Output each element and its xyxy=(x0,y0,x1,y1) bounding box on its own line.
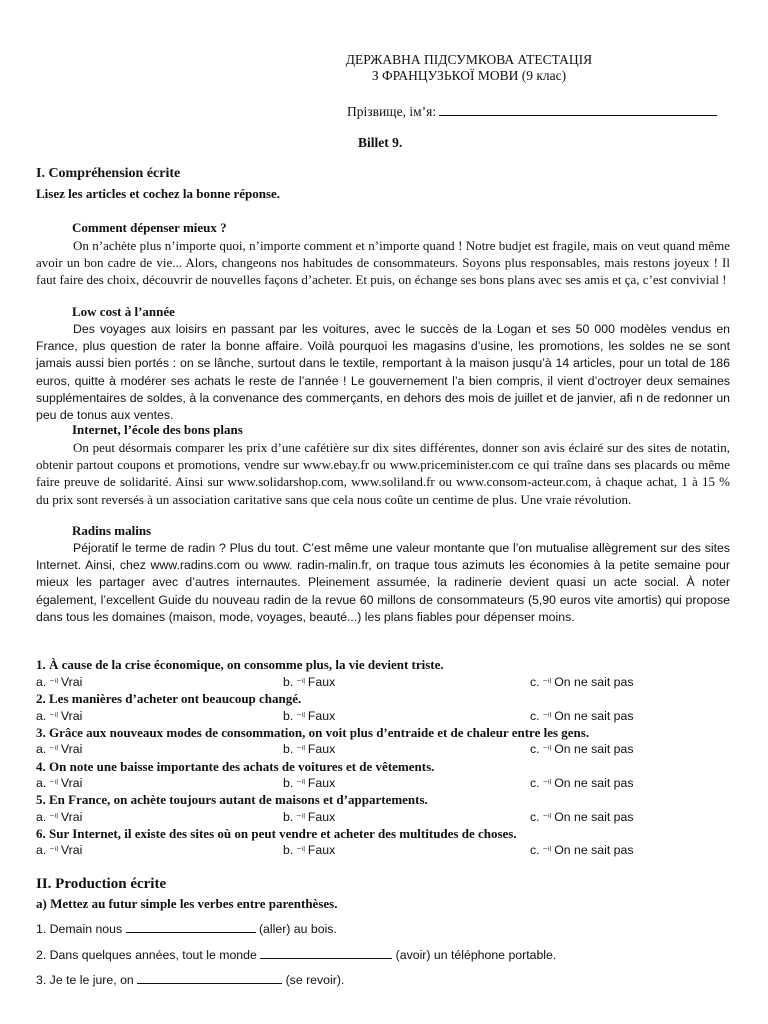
checkbox-icon: ⁻ⁱˡ xyxy=(296,813,305,824)
checkbox-icon: ⁻ⁱˡ xyxy=(296,779,305,790)
option-vrai[interactable]: a. ⁻ⁱˡ Vrai xyxy=(36,843,83,857)
section-title-production: II. Production écrite xyxy=(36,876,167,892)
checkbox-icon: ⁻ⁱˡ xyxy=(296,678,305,689)
answer-options-3 xyxy=(36,742,730,758)
option-vrai[interactable]: a. ⁻ⁱˡ Vrai xyxy=(36,709,83,723)
section-title-comprehension: I. Compréhension écrite xyxy=(36,166,181,181)
exercise-item: 1. Demain nous (aller) au bois. xyxy=(36,922,337,936)
answer-blank[interactable] xyxy=(260,946,392,959)
answer-options-5 xyxy=(36,810,730,826)
answer-blank[interactable] xyxy=(126,920,256,933)
answer-options-2 xyxy=(36,709,730,725)
student-name-field[interactable] xyxy=(347,103,717,120)
option-ne-sait-pas[interactable]: c. ⁻ⁱˡ On ne sait pas xyxy=(530,843,634,857)
question-3: 3. Grâce aux nouveaux modes de consommation, on voit plus d’entraide et de chaleur entre les gens. xyxy=(36,725,590,740)
option-vrai[interactable]: a. ⁻ⁱˡ Vrai xyxy=(36,675,83,689)
billet-number: Billet 9. xyxy=(358,135,403,150)
article-title: Low cost à l’année xyxy=(72,304,175,319)
article-text: On n’achète plus n’importe quoi, n’importe comment et n’importe quand ! Notre budjet est fragile, mais on veut quand même avoir un bon cadre de vie... Alors, changeons nos habitudes de consommateurs. Soyons plus responsables, mais restons joyeux ! Il faut faire des choix, découvrir de nouvelles façons d’acheter. Et puis, on échange ses bons plans avec ses amis et ça, c’est convivial ! xyxy=(36,238,730,288)
option-ne-sait-pas[interactable]: c. ⁻ⁱˡ On ne sait pas xyxy=(530,742,634,756)
checkbox-icon: ⁻ⁱˡ xyxy=(542,779,552,790)
answer-blank[interactable] xyxy=(137,971,282,984)
option-vrai[interactable]: a. ⁻ⁱˡ Vrai xyxy=(36,810,83,824)
checkbox-icon: ⁻ⁱˡ xyxy=(49,745,58,756)
checkbox-icon: ⁻ⁱˡ xyxy=(49,678,58,689)
answer-options-1 xyxy=(36,675,730,691)
question-5: 5. En France, on achète toujours autant de maisons et d’appartements. xyxy=(36,792,428,807)
article-title: Internet, l’école des bons plans xyxy=(72,422,243,437)
question-1: 1. À cause de la crise économique, on consomme plus, la vie devient triste. xyxy=(36,657,444,672)
answer-options-6 xyxy=(36,843,730,859)
exercise-item: 2. Dans quelques années, tout le monde (avoir) un téléphone portable. xyxy=(36,948,557,962)
checkbox-icon: ⁻ⁱˡ xyxy=(542,846,552,857)
checkbox-icon: ⁻ⁱˡ xyxy=(542,712,552,723)
option-faux[interactable]: b. ⁻ⁱˡ Faux xyxy=(283,709,336,723)
article-text: On peut désormais comparer les prix d’une cafétière sur dix sites différentes, donner son avis éclairé sur des sites de notatin, obtenir partout coupons et promotions, vendre sur www.ebay.fr ou www.priceminister.com ce qui traîne dans ses placards ou même faire preuve de solidarité. Ainsi sur www.solidarshop.com, www.soliland.fr ou www.consom-acteur.com, à chaque achat, 1 à 15 % du prix sont reversés à un association caritative sans que cela nous coûte un centime de plus. Une vraie révolution. xyxy=(36,440,730,507)
checkbox-icon: ⁻ⁱˡ xyxy=(542,678,552,689)
checkbox-icon: ⁻ⁱˡ xyxy=(542,745,552,756)
header-subtitle: З ФРАНЦУЗЬКОЇ МОВИ (9 клас) xyxy=(371,68,567,83)
question-6: 6. Sur Internet, il existe des sites où on peut vendre et acheter des multitudes de choses. xyxy=(36,826,517,841)
article-title: Radins malins xyxy=(72,523,152,538)
article-text: Péjoratif le terme de radin ? Plus du tout. C’est même une valeur montante que l’on mutualise allègrement sur des sites Internet. Ainsi, chez www.radins.com ou www. radin-malin.fr, on traque tous azimuts les économies à la petite semaine pour mieux les partager avec d’autres internautes. Pleinement assumée, la radinerie devient quasi un acte social. À noter également, l’excellent Guide du nouveau radin de la revue 60 millons de consommateurs (5,90 euros vite amortis) qui propose dans tous les domaines (maison, mode, voyages, beauté...) les plans fiables pour dépenser moins. xyxy=(36,541,730,624)
name-label: Прізвище, ім’я: xyxy=(347,104,437,119)
exercise-item: 3. Je te le jure, on (se revoir). xyxy=(36,973,345,987)
option-vrai[interactable]: a. ⁻ⁱˡ Vrai xyxy=(36,742,83,756)
checkbox-icon: ⁻ⁱˡ xyxy=(49,779,58,790)
option-ne-sait-pas[interactable]: c. ⁻ⁱˡ On ne sait pas xyxy=(530,810,634,824)
option-faux[interactable]: b. ⁻ⁱˡ Faux xyxy=(283,742,336,756)
option-faux[interactable]: b. ⁻ⁱˡ Faux xyxy=(283,675,336,689)
section-instruction: Lisez les articles et cochez la bonne réponse. xyxy=(36,186,281,201)
checkbox-icon: ⁻ⁱˡ xyxy=(542,813,552,824)
option-faux[interactable]: b. ⁻ⁱˡ Faux xyxy=(283,843,336,857)
article-text: Des voyages aux loisirs en passant par les voitures, avec le succès de la Logan et ses 50 000 modèles vendus en France, plus question de rater la bonne affaire. Voilà pourquoi les magasins d’usine, les promotions, les soldes ne se sont jamais aussi bien portés : on se lânche, surtout dans le textile, remportant à la maison jusqu’à 14 articles, pour un total de 186 euros, quitte à modérer ses achats le reste de l’année ! Le gouvernement l’a bien compris, il vient d’octroyer deux semaines supplémentaires de soldes, à la convenance des commerçants, en dehors des mois de juillet et de janvier, afi n de redonner un peu de tonus aux ventes. xyxy=(36,322,730,423)
option-ne-sait-pas[interactable]: c. ⁻ⁱˡ On ne sait pas xyxy=(530,675,634,689)
checkbox-icon: ⁻ⁱˡ xyxy=(49,813,58,824)
header-title: ДЕРЖАВНА ПІДСУМКОВА АТЕСТАЦІЯ xyxy=(345,52,593,67)
checkbox-icon: ⁻ⁱˡ xyxy=(49,846,58,857)
checkbox-icon: ⁻ⁱˡ xyxy=(49,712,58,723)
section-instruction: a) Mettez au futur simple les verbes entre parenthèses. xyxy=(36,896,338,911)
option-ne-sait-pas[interactable]: c. ⁻ⁱˡ On ne sait pas xyxy=(530,709,634,723)
option-vrai[interactable]: a. ⁻ⁱˡ Vrai xyxy=(36,776,83,790)
checkbox-icon: ⁻ⁱˡ xyxy=(296,712,305,723)
option-faux[interactable]: b. ⁻ⁱˡ Faux xyxy=(283,776,336,790)
question-4: 4. On note une baisse importante des achats de voitures et de vêtements. xyxy=(36,759,435,774)
article-title: Comment dépenser mieux ? xyxy=(72,220,227,235)
option-ne-sait-pas[interactable]: c. ⁻ⁱˡ On ne sait pas xyxy=(530,776,634,790)
checkbox-icon: ⁻ⁱˡ xyxy=(296,846,305,857)
option-faux[interactable]: b. ⁻ⁱˡ Faux xyxy=(283,810,336,824)
checkbox-icon: ⁻ⁱˡ xyxy=(296,745,305,756)
question-2: 2. Les manières d’acheter ont beaucoup changé. xyxy=(36,691,302,706)
name-blank[interactable] xyxy=(439,103,717,116)
answer-options-4 xyxy=(36,776,730,792)
